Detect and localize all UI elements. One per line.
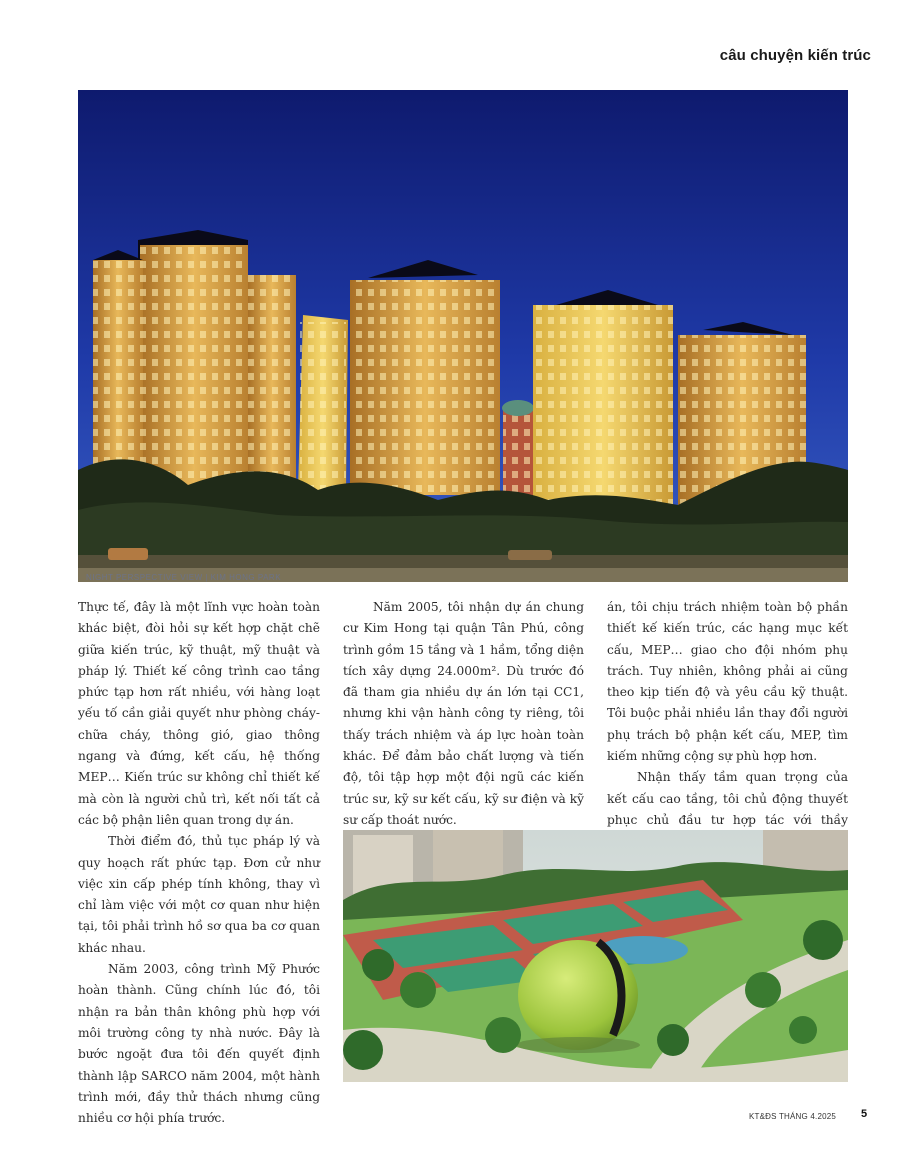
article-column-1 <box>78 597 320 1129</box>
night-towers-illustration <box>78 90 848 582</box>
page-number: 5 <box>861 1108 868 1120</box>
paragraph: Năm 2005, tôi nhận dự án chung cư Kim Hong tại quận Tân Phú, công trình gồm 15 tầng và 1 hầm, tổng diện tích xây dựng 24.000m². Dù trước đó đã tham gia nhiều dự án lớn tại CC1, nhưng khi vận hành công ty riêng, tôi thấy trách nhiệm và áp lực hoàn toàn khác. Để đảm bảo chất lượng và tiến độ, tôi tập hợp một đội ngũ các kiến trúc sư, kỹ sư kết cấu, kỹ sư điện và kỹ sư cấp thoát nước. <box>343 600 584 827</box>
article-column-3 <box>607 597 848 853</box>
issue-label: KT&ĐS THÁNG 4.2025 <box>749 1112 837 1121</box>
hero-caption: NIGHT PERSPECTIVE VIEW | KIM HONG PARK <box>86 573 282 582</box>
paragraph: án, tôi chịu trách nhiệm toàn bộ phần thiết kế kiến trúc, các hạng mục kết cấu, MEP… giao cho đội nhóm phụ trách. Tuy nhiên, không phải ai cũng theo kịp tiến độ và yêu cầu kỹ thuật. Tôi buộc phải nhiều lần thay đổi người phụ trách bộ phận kết cấu, MEP, tìm kiếm những cộng sự phù hợp hơn. <box>607 600 848 764</box>
paragraph: Nhận thấy tầm quan trọng của kết cấu cao tầng, tôi chủ động thuyết phục chủ đầu tư hợp tác với thầy <box>607 770 848 827</box>
park-photo <box>343 830 848 1082</box>
paragraph: Năm 2003, công trình Mỹ Phước hoàn thành. Cũng chính lúc đó, tôi nhận ra bản thân không phù hợp với môi trường công ty nhà nước. Đây là bước ngoặt đưa tôi đến quyết định thành lập SARCO năm 2004, một hành trình mới, đầy thử thách nhưng cũng nhiều cơ hội phía trước. <box>78 962 320 1126</box>
paragraph: Thực tế, đây là một lĩnh vực hoàn toàn khác biệt, đòi hỏi sự kết hợp chặt chẽ giữa kiến trúc, kỹ thuật, mỹ thuật và pháp lý. Thiết kế công trình cao tầng phức tạp hơn rất nhiều, với hàng loạt yếu tố cần giải quyết như phòng cháy-chữa cháy, thông gió, giao thông ngang và đứng, kết cấu, hệ thống MEP… Kiến trúc sư không chỉ thiết kế mà còn là người chủ trì, kết nối tất cả các bộ phận liên quan trong dự án. <box>78 600 320 827</box>
park-illustration <box>343 830 848 1082</box>
hero-photo <box>78 90 848 582</box>
section-title: câu chuyện kiến trúc <box>719 47 871 64</box>
paragraph: Thời điểm đó, thủ tục pháp lý và quy hoạch rất phức tạp. Đơn cử như việc xin cấp phép tính không, thay vì chỉ làm việc với một cơ quan như hiện tại, tôi phải trình hồ sơ qua ba cơ quan khác nhau. <box>78 834 320 955</box>
